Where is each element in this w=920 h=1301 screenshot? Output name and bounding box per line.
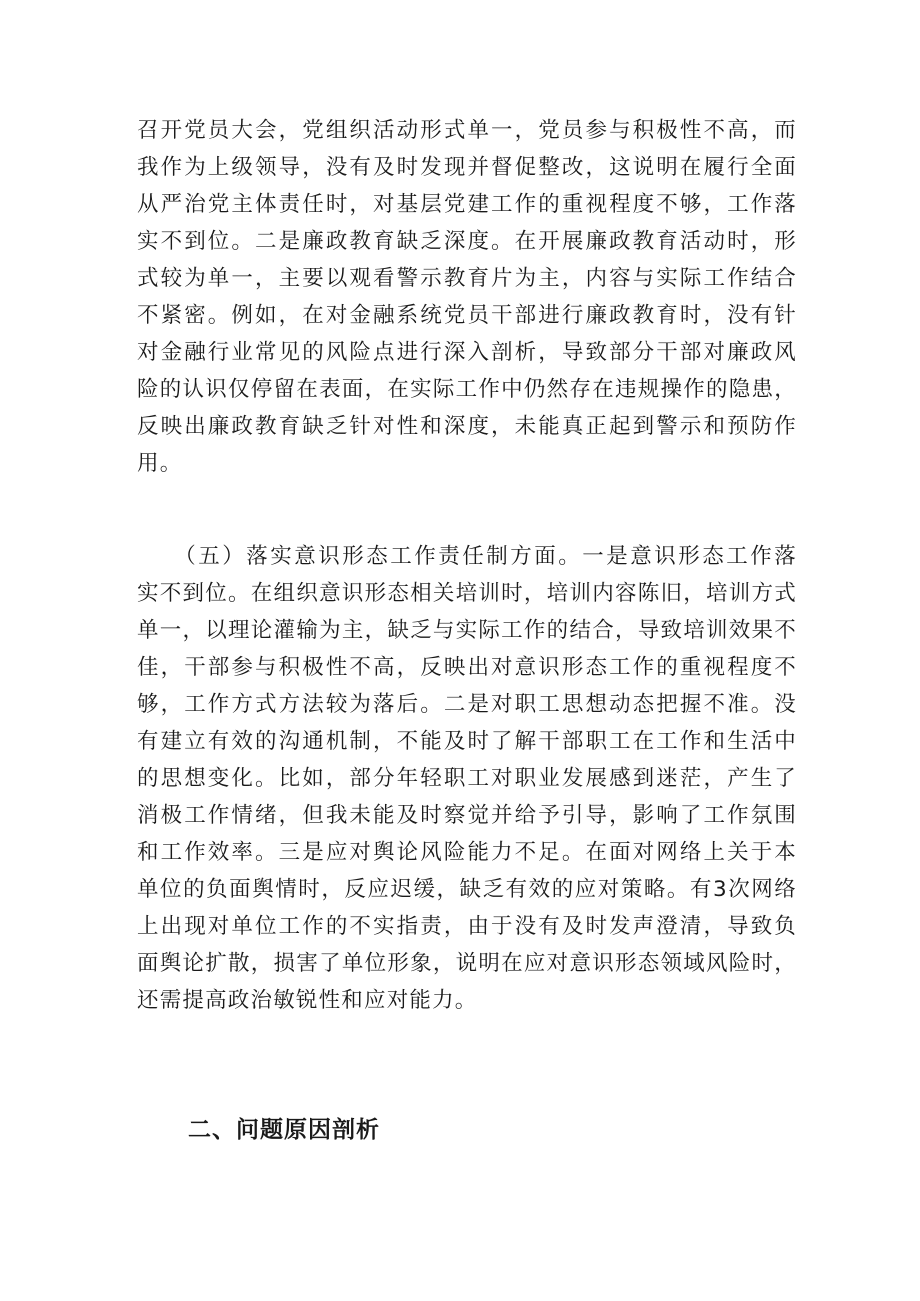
paragraph-line: 佳，干部参与积极性不高，反映出对意识形态工作的重视程度不	[137, 655, 797, 680]
paragraph-line: 消极工作情绪，但我未能及时察觉并给予引导，影响了工作氛围	[137, 803, 797, 828]
paragraph-line: 用。	[137, 451, 183, 476]
paragraph-line: 反映出廉政教育缺乏针对性和深度，未能真正起到警示和预防作	[137, 414, 797, 439]
paragraph-line: 有建立有效的沟通机制，不能及时了解干部职工在工作和生活中	[137, 729, 797, 754]
paragraph-line: 和工作效率。三是应对舆论风险能力不足。在面对网络上关于本	[137, 840, 797, 865]
paragraph-line: 够，工作方式方法较为落后。二是对职工思想动态把握不准。没	[137, 692, 797, 717]
paragraph-2	[137, 538, 797, 1019]
paragraph-line: （五）落实意识形态工作责任制方面。一是意识形态工作落	[137, 544, 797, 569]
section-heading: 二、问题原因剖析	[188, 1117, 380, 1143]
paragraph-line: 从严治党主体责任时，对基层党建工作的重视程度不够，工作落	[137, 192, 797, 217]
paragraph-line: 对金融行业常见的风险点进行深入剖析，导致部分干部对廉政风	[137, 340, 797, 365]
paragraph-line: 实不到位。二是廉政教育缺乏深度。在开展廉政教育活动时，形	[137, 229, 797, 254]
paragraph-line: 我作为上级领导，没有及时发现并督促整改，这说明在履行全面	[137, 155, 797, 180]
paragraph-line: 召开党员大会，党组织活动形式单一，党员参与积极性不高，而	[137, 118, 797, 143]
paragraph-line: 面舆论扩散，损害了单位形象，说明在应对意识形态领域风险时，	[137, 951, 797, 976]
paragraph-line: 还需提高政治敏锐性和应对能力。	[137, 988, 478, 1013]
paragraph-line: 单一，以理论灌输为主，缺乏与实际工作的结合，导致培训效果不	[137, 618, 797, 643]
paragraph-1	[137, 112, 797, 482]
paragraph-line: 不紧密。例如，在对金融系统党员干部进行廉政教育时，没有针	[137, 303, 797, 328]
paragraph-line: 险的认识仅停留在表面，在实际工作中仍然存在违规操作的隐患，	[137, 377, 797, 402]
paragraph-line: 单位的负面舆情时，反应迟缓，缺乏有效的应对策略。有3次网络	[137, 877, 797, 902]
paragraph-line: 实不到位。在组织意识形态相关培训时，培训内容陈旧，培训方式	[137, 581, 797, 606]
paragraph-line: 上出现对单位工作的不实指责，由于没有及时发声澄清，导致负	[137, 914, 797, 939]
paragraph-line: 式较为单一，主要以观看警示教育片为主，内容与实际工作结合	[137, 266, 797, 291]
paragraph-line: 的思想变化。比如，部分年轻职工对职业发展感到迷茫，产生了	[137, 766, 797, 791]
